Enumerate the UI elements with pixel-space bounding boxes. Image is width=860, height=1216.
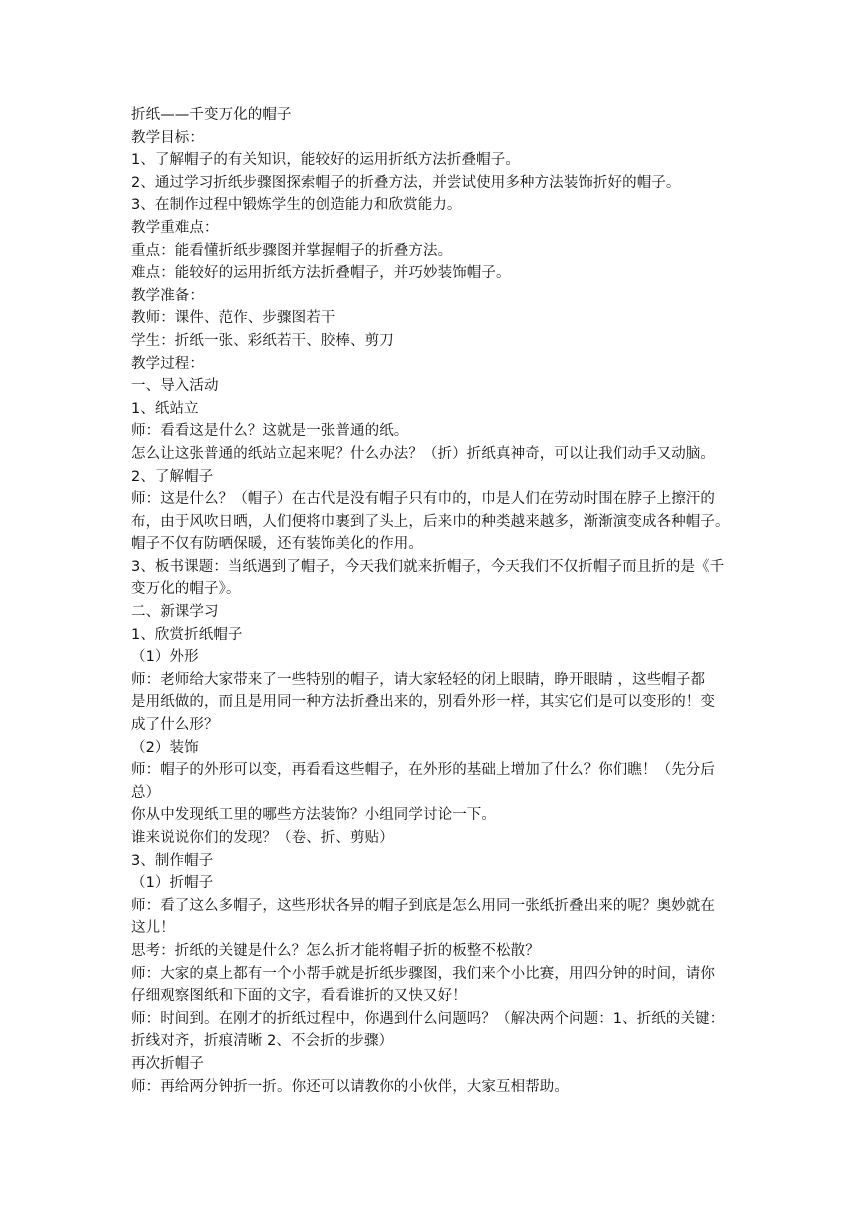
section-heading: 二、新课学习	[131, 604, 219, 621]
text-line: 帽子不仅有防晒保暖，还有装饰美化的作用。	[131, 536, 423, 553]
text-line: 3、板书课题：当纸遇到了帽子，今天我们就来折帽子，今天我们不仅折帽子而且折的是《千	[131, 558, 725, 575]
text-line: 变万化的帽子》。	[131, 581, 241, 598]
subsection-heading: 1、纸站立	[131, 400, 199, 417]
subsection-heading: 3、制作帽子	[131, 852, 214, 869]
text-line: 这儿！	[131, 920, 175, 937]
subsection-heading: 2、了解帽子	[131, 468, 214, 485]
subsection-heading: （2）装饰	[131, 739, 199, 756]
text-line: 折线对齐，折痕清晰 2、不会折的步骤）	[131, 1033, 394, 1050]
text-line: 成了什么形？	[131, 717, 219, 734]
text-line: 布，由于风吹日晒，人们便将巾裹到了头上，后来巾的种类越来越多，渐渐演变成各种帽子。	[131, 513, 730, 530]
text-line: 师：看了这么多帽子，这些形状各异的帽子到底是怎么用同一张纸折叠出来的呢？奥妙就在	[131, 897, 715, 914]
text-line: 师：老师给大家带来了一些特别的帽子，请大家轻轻的闭上眼睛，睁开眼睛 ，这些帽子都	[131, 671, 706, 688]
text-line: 总）	[131, 784, 161, 801]
document-body	[131, 104, 731, 1098]
text-line: 怎么让这张普通的纸站立起来呢？什么办法？（折）折纸真神奇，可以让我们动手又动脑。	[131, 445, 715, 462]
text-line: 难点：能较好的运用折纸方法折叠帽子，并巧妙装饰帽子。	[131, 265, 511, 282]
text-line: 师：帽子的外形可以变，再看看这些帽子，在外形的基础上增加了什么？你们瞧！（先分后	[131, 762, 715, 779]
text-line: 重点：能看懂折纸步骤图并掌握帽子的折叠方法。	[131, 242, 453, 259]
text-line: 学生：折纸一张、彩纸若干、胶棒、剪刀	[131, 332, 394, 349]
text-line: 3、在制作过程中锻炼学生的创造能力和欣赏能力。	[131, 197, 462, 214]
text-line: 师：时间到。在刚才的折纸过程中，你遇到什么问题吗？（解决两个问题：1、折纸的关键：	[131, 1010, 725, 1027]
text-line: 你从中发现纸工里的哪些方法装饰？小组同学讨论一下。	[131, 807, 496, 824]
section-heading: 教学过程：	[131, 355, 204, 372]
subsection-heading: （1）外形	[131, 649, 199, 666]
section-heading: 一、导入活动	[131, 378, 219, 395]
text-line: 谁来说说你们的发现？（卷、折、剪贴）	[131, 830, 394, 846]
subsection-heading: （1）折帽子	[131, 875, 214, 892]
document-title: 折纸——千变万化的帽子	[131, 107, 292, 123]
text-line: 思考：折纸的关键是什么？怎么折才能将帽子折的板整不松散？	[131, 942, 540, 959]
text-line: 师：再给两分钟折一折。你还可以请教你的小伙伴，大家互相帮助。	[131, 1078, 569, 1095]
subsection-heading: 1、欣赏折纸帽子	[131, 626, 243, 643]
section-heading: 教学目标：	[131, 129, 204, 146]
section-heading: 教学重难点：	[131, 219, 219, 236]
text-line: 是用纸做的，而且是用同一种方法折叠出来的，别看外形一样，其实它们是可以变形的！变	[131, 694, 715, 711]
text-line: 1、了解帽子的有关知识，能较好的运用折纸方法折叠帽子。	[131, 152, 520, 169]
text-line: 2、通过学习折纸步骤图探索帽子的折叠方法，并尝试使用多种方法装饰折好的帽子。	[131, 174, 681, 191]
text-line: 师：看看这是什么？这就是一张普通的纸。	[131, 423, 409, 440]
subsection-heading: 再次折帽子	[131, 1055, 204, 1072]
text-line: 师：大家的桌上都有一个小帮手就是折纸步骤图，我们来个小比赛，用四分钟的时间，请你	[131, 965, 715, 982]
text-line: 师：这是什么？（帽子）在古代是没有帽子只有巾的，巾是人们在劳动时围在脖子上擦汗的	[131, 491, 715, 508]
text-line: 教师：课件、范作、步骤图若干	[131, 310, 336, 327]
section-heading: 教学准备：	[131, 287, 204, 304]
text-line: 仔细观察图纸和下面的文字，看看谁折的又快又好！	[131, 988, 467, 1005]
